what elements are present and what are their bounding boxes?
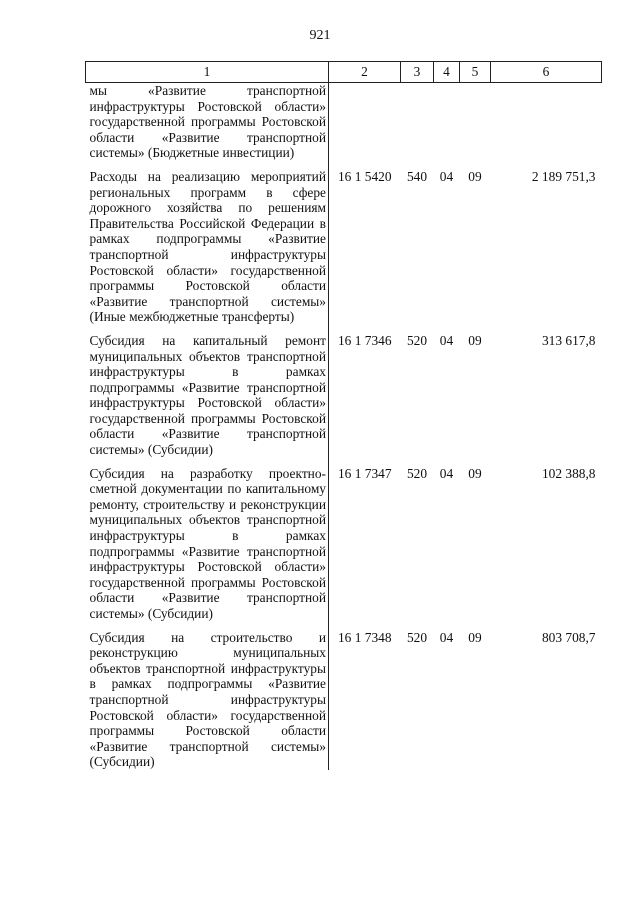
row-description: мы «Развитие транспортной инфраструктуры Ростовской области» государственной программы Ростовской области «Развитие транспортной системы» (Бюджетные инвестиции) — [86, 83, 329, 161]
table-row — [86, 161, 602, 325]
header-row — [86, 62, 602, 83]
row-pr: 09 — [468, 465, 482, 481]
row-pr: 09 — [468, 332, 482, 348]
row-amount: 803 708,7 — [541, 629, 596, 645]
table-header — [86, 62, 602, 83]
table-body — [86, 83, 602, 770]
row-code — [329, 83, 401, 161]
row-description: Субсидия на капитальный ремонт муниципальных объектов транспортной инфраструктуры в рамках подпрограммы «Развитие транспортной инфраструктуры Ростовской области» государственной программы Ростовской области «Развитие транспортной системы» (Субсидии) — [86, 325, 329, 458]
row-vr — [401, 83, 434, 161]
row-rz: 04 — [439, 465, 454, 481]
row-pr: 09 — [468, 629, 482, 645]
row-vr: 520 — [406, 629, 428, 645]
row-code: 16 1 7346 — [337, 332, 392, 348]
table-row — [86, 83, 602, 161]
row-rz: 04 — [439, 168, 454, 184]
row-code: 16 1 7347 — [337, 465, 392, 481]
row-code: 16 1 7348 — [337, 629, 392, 645]
row-rz: 04 — [439, 629, 454, 645]
row-vr: 520 — [406, 332, 428, 348]
row-description: Субсидия на разработку проектно-сметной документации по капитальному ремонту, строительству и реконструкции муниципальных объектов транспортной инфраструктуры в рамках подпрограммы «Развитие транспортной инфраструктуры Ростовской области» государственной программы Ростовской области «Развитие транспортной системы» (Субсидии) — [86, 458, 329, 622]
row-pr — [460, 83, 491, 161]
column-header-5: 5 — [460, 62, 491, 83]
column-header-1: 1 — [86, 62, 329, 83]
row-code: 16 1 5420 — [337, 168, 392, 184]
page-number: 921 — [309, 28, 331, 43]
table-row — [86, 622, 602, 770]
row-amount: 2 189 751,3 — [531, 168, 596, 184]
table-row — [86, 458, 602, 622]
budget-table — [85, 61, 602, 770]
row-amount: 102 388,8 — [541, 465, 596, 481]
column-header-4: 4 — [434, 62, 460, 83]
column-header-3: 3 — [401, 62, 434, 83]
column-header-2: 2 — [329, 62, 401, 83]
row-amount — [491, 83, 602, 161]
row-vr: 520 — [406, 465, 428, 481]
row-description: Субсидия на строительство и реконструкцию муниципальных объектов транспортной инфраструктуры в рамках подпрограммы «Развитие транспортной инфраструктуры Ростовской области» государственной программы Ростовской области «Развитие транспортной системы» (Субсидии) — [86, 622, 329, 770]
table-row — [86, 325, 602, 458]
row-amount: 313 617,8 — [541, 332, 596, 348]
row-rz — [434, 83, 460, 161]
row-description: Расходы на реализацию мероприятий региональных программ в сфере дорожного хозяйства по решениям Правительства Российской Федерации в рамках подпрограммы «Развитие транспортной инфраструктуры Ростовской области» государственной программы Ростовской области «Развитие транспортной системы» (Иные межбюджетные трансферты) — [86, 161, 329, 325]
row-vr: 540 — [406, 168, 428, 184]
row-rz: 04 — [439, 332, 454, 348]
column-header-6: 6 — [491, 62, 602, 83]
row-pr: 09 — [468, 168, 482, 184]
